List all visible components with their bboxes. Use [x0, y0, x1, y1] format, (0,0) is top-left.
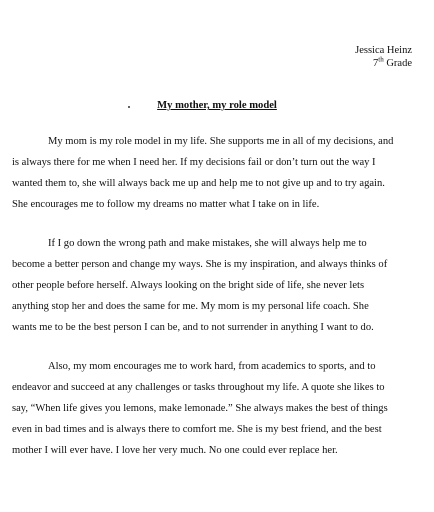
paragraph-line: Also, my mom encourages me to work hard, from academics to sports, and to [48, 361, 376, 372]
paragraph-line: If I go down the wrong path and make mistakes, she will always help me to [48, 238, 367, 249]
grade-line [355, 57, 412, 70]
author-header [355, 44, 412, 70]
paragraph-gap [12, 338, 428, 356]
paragraph-line: mother I will ever have. I love her very much. No one could ever replace her. [12, 445, 338, 456]
paragraph-line: My mom is my role model in my life. She supports me in all of my decisions, and [48, 136, 394, 147]
paragraph-line: wanted them to, she will always back me up and help me to not give up and to try again. [12, 178, 385, 189]
paragraph-line: She encourages me to follow my dreams no matter what I take on in life. [12, 199, 320, 210]
paragraph-line: say, “When life gives you lemons, make lemonade.” She always makes the best of things [12, 403, 388, 414]
paragraph-line: endeavor and succeed at any challenges or tasks throughout my life. A quote she likes to [12, 382, 385, 393]
grade-label: Grade [386, 58, 412, 69]
grade-number: 7 [373, 58, 379, 69]
paragraph-line: other people before herself. Always looking on the bright side of life, she never lets [12, 280, 365, 291]
essay-title: My mother, my role model [157, 100, 277, 111]
grade-suffix: th [378, 55, 384, 64]
paragraph-2 [12, 233, 428, 338]
paragraph-line: is always there for me when I need her. If my decisions fail or don’t turn out the way I [12, 157, 376, 168]
paragraph-line: become a better person and change my ways. She is my inspiration, and always thinks of [12, 259, 388, 270]
paragraph-1 [12, 131, 428, 215]
paragraph-3 [12, 356, 428, 461]
author-name: Jessica Heinz [355, 45, 412, 56]
paragraph-line: anything stop her and does the same for me. My mom is my personal life coach. She [12, 301, 369, 312]
paragraph-line: wants me to be the best person I can be, and to not surrender in anything I want to do. [12, 322, 374, 333]
essay-body [12, 131, 428, 461]
paragraph-line: even in bad times and is always there to comfort me. She is my best friend, and the best [12, 424, 382, 435]
paragraph-gap [12, 215, 428, 233]
